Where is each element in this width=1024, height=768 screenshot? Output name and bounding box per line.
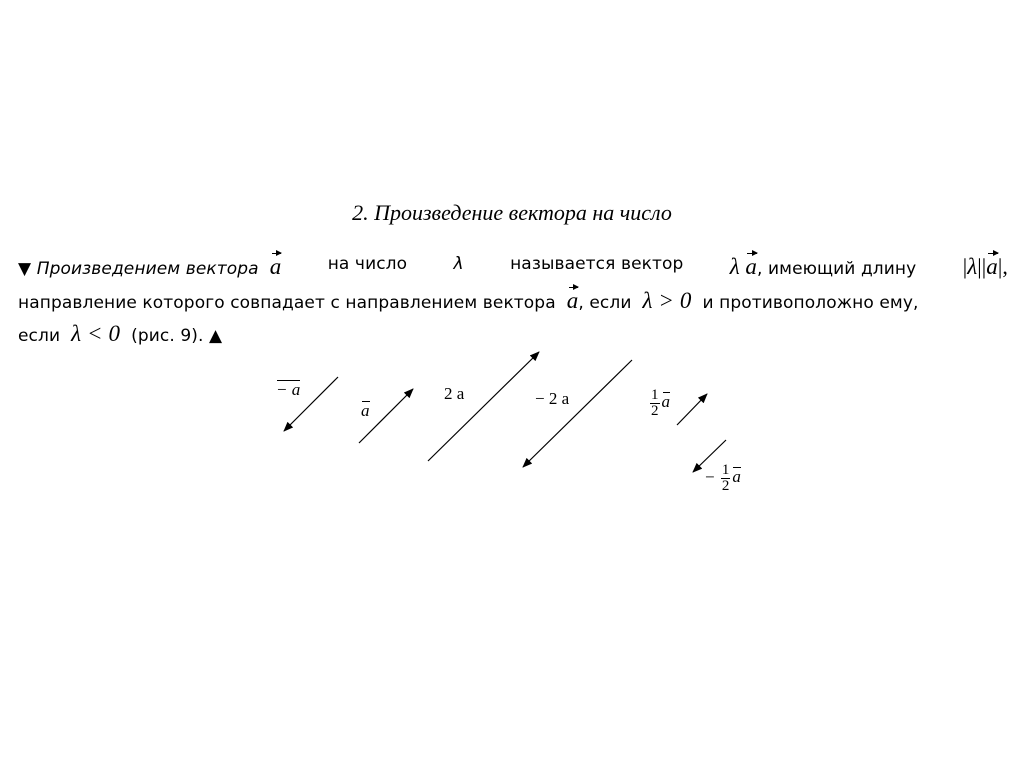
section-title: 2. Произведение вектора на число [352,200,672,225]
vector-2a-arrow [428,352,539,461]
minus-half-fraction [721,463,731,494]
label-half-a [648,388,670,419]
abs-vector-a: a [986,254,998,279]
vector-half-a-arrow [677,394,707,425]
definition-term: Произведением вектора [36,259,259,279]
if-text-1: , если [578,293,632,313]
minus-half-vector-a: a [732,467,741,487]
label-2a-text: 2 a [444,384,465,403]
lambda-symbol: λ [453,254,464,274]
label-minus-2a [535,389,569,409]
condition-negative: λ < 0 [71,321,121,346]
on-number-text: на число [327,254,408,274]
vector-minus-2a-arrow [523,360,632,467]
half-vector-a: a [661,392,670,412]
half-fraction [650,388,660,419]
minus-half-sign: − [705,467,715,487]
figure-reference: (рис. 9). [131,326,204,346]
half-numerator: 1 [651,387,659,403]
definition-start-marker: ▼ [18,259,32,279]
abs-right-bar: |, [997,254,1008,279]
abs-mid-bars: || [977,254,987,279]
minus-half-denominator: 2 [721,478,730,494]
label-a [361,401,370,421]
half-denominator: 2 [651,403,659,419]
abs-lambda: λ [967,254,978,279]
opposite-text: и противоположно ему, [702,293,919,313]
lambda-factor: λ [729,254,740,279]
label-2a [444,384,464,404]
definition-end-marker: ▲ [209,326,223,346]
label-minus-a-text: − a [276,380,301,399]
minus-half-numerator: 1 [721,462,730,478]
vector-a-symbol: a [269,254,282,279]
direction-text: направление которого совпадает с направлением вектора [18,293,556,313]
condition-positive: λ > 0 [642,288,692,313]
label-a-text: a [361,401,370,420]
having-length-text: , имеющий длину [756,259,917,279]
direction-vector-a: a [566,288,579,313]
label-minus-half-a [705,463,741,494]
abs-left-bar: | [962,254,968,279]
lambda-a-vector: a [745,254,757,279]
if-text-2: если [18,326,61,346]
called-text: называется вектор [510,254,684,274]
label-minus-2a-text: − 2 a [535,389,570,408]
label-minus-a [276,380,300,400]
